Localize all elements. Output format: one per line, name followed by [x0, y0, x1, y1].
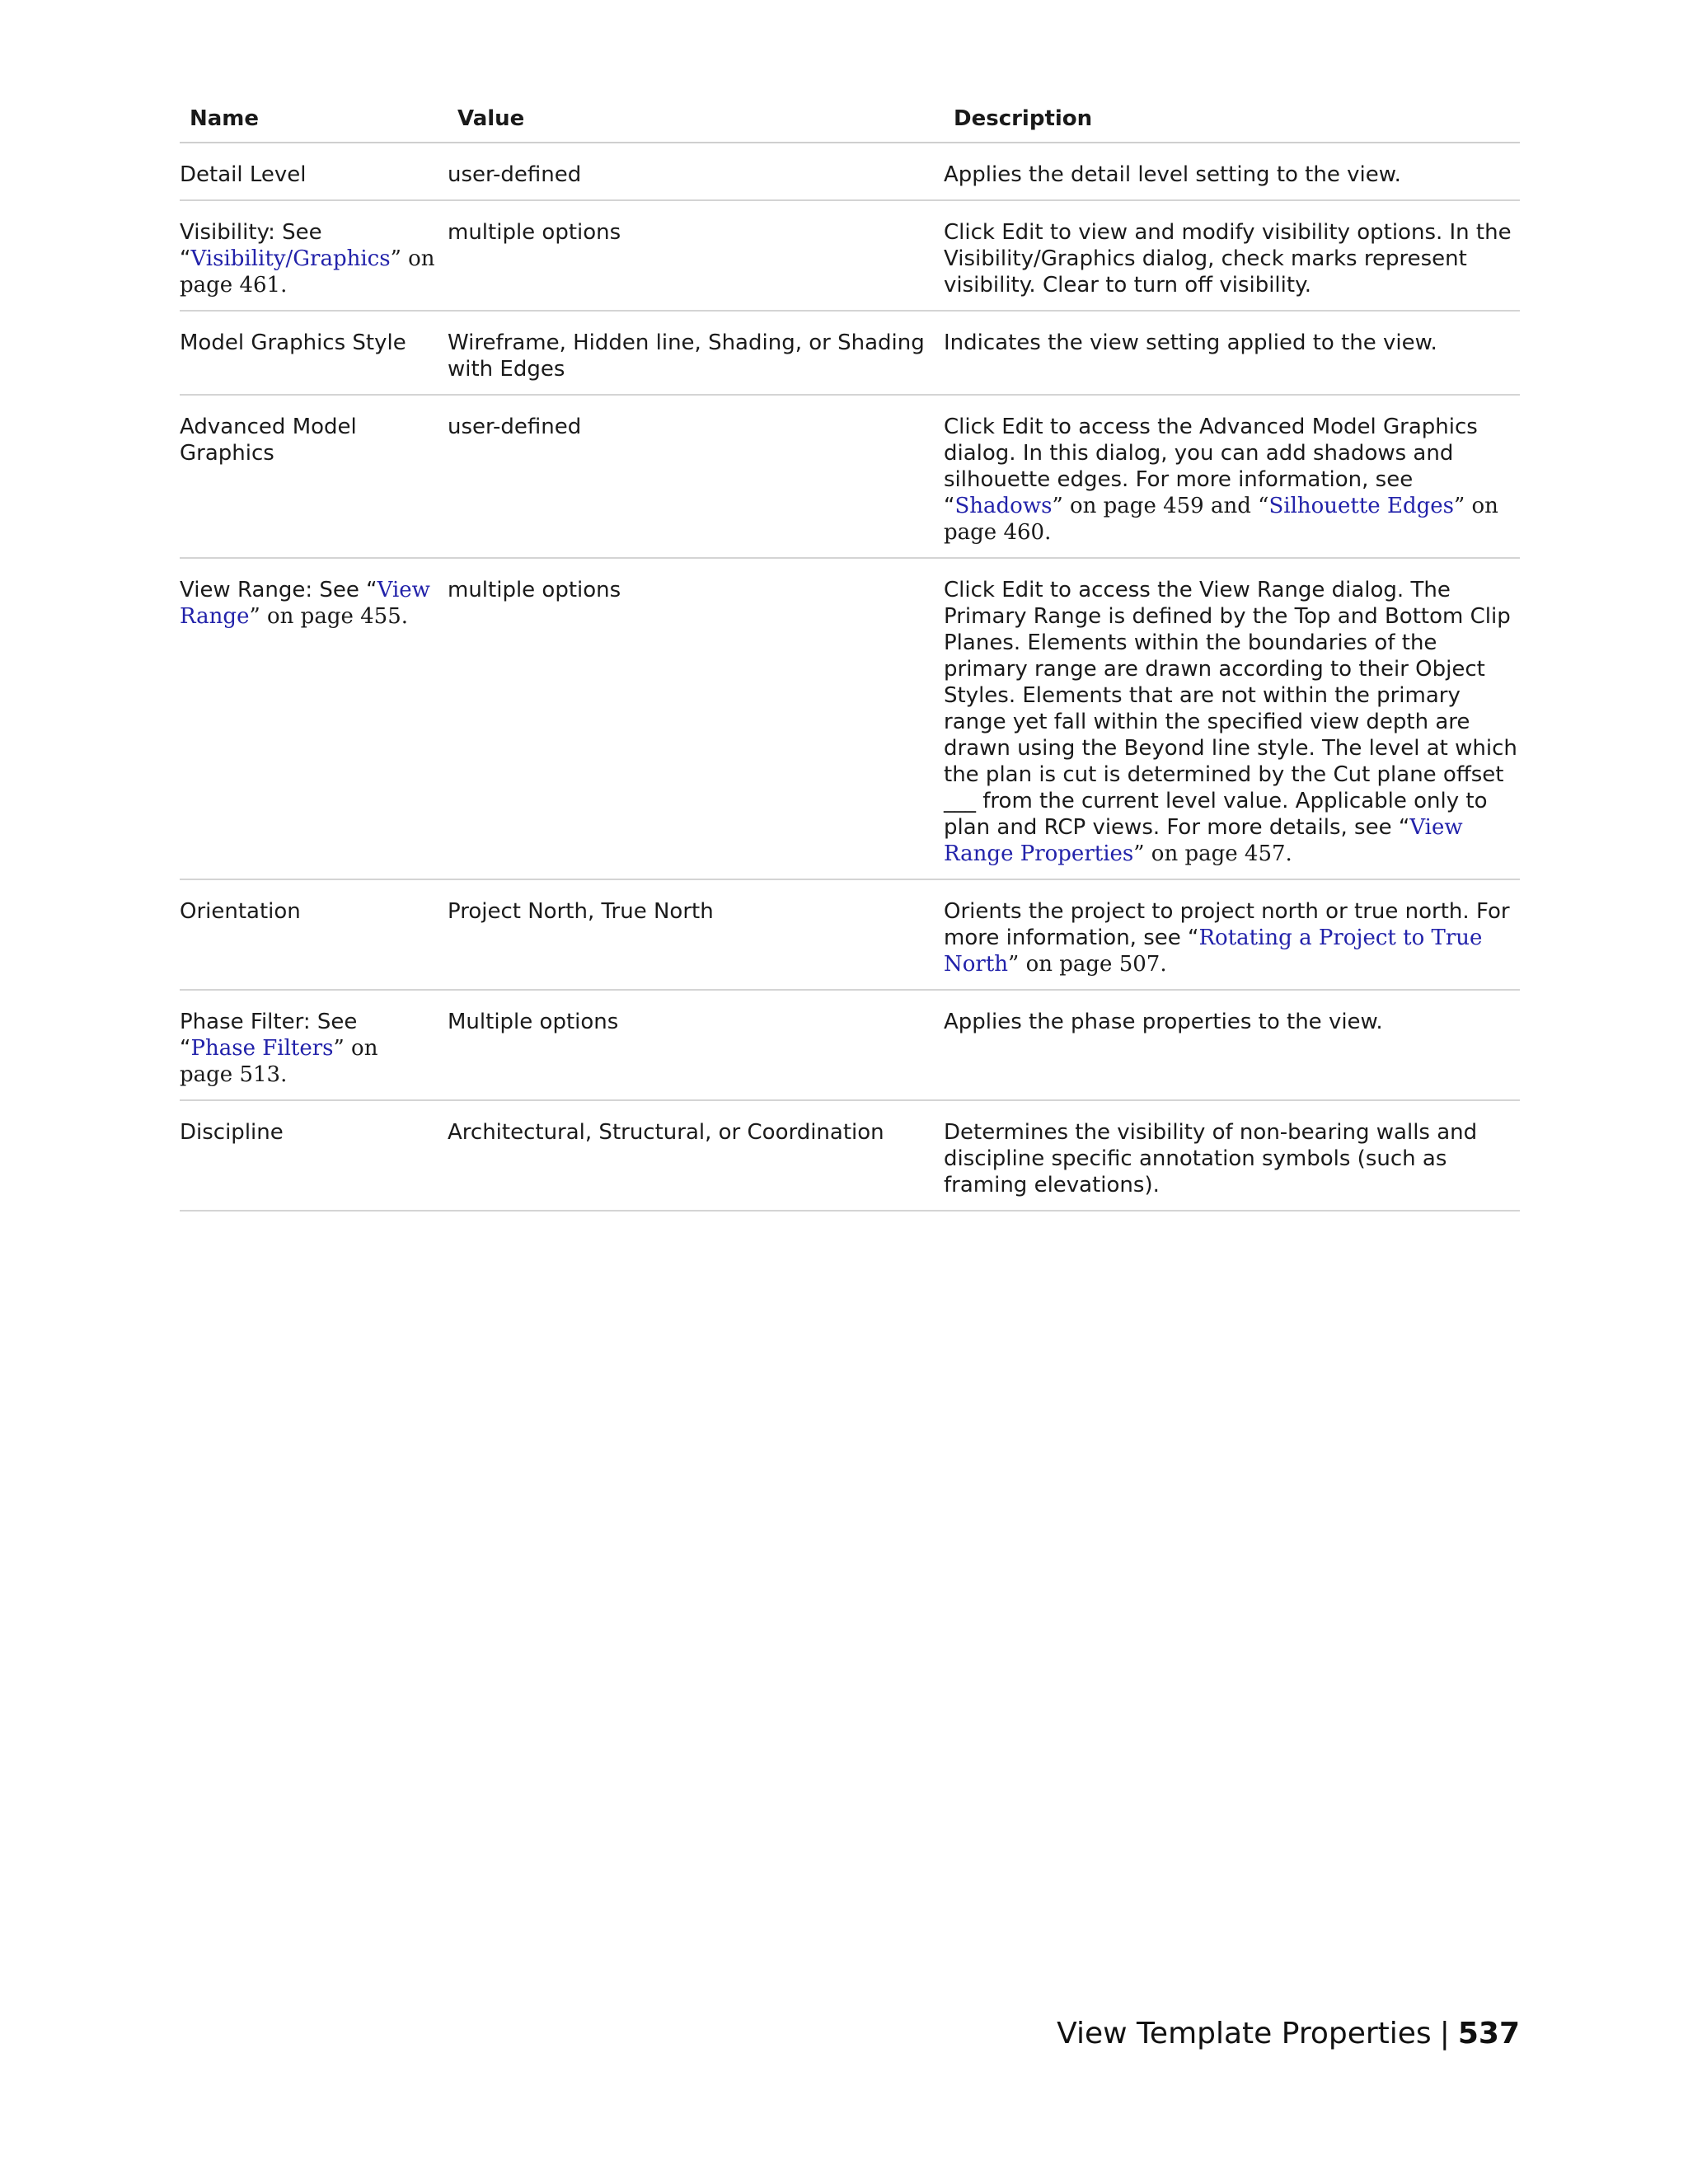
row-value: Architectural, Structural, or Coordination	[448, 1100, 944, 1211]
name-page-ref: ” on page 455.	[249, 604, 409, 629]
view-range-link[interactable]: View Range	[180, 578, 430, 629]
row-name: Model Graphics Style	[180, 311, 448, 395]
row-value: Wireframe, Hidden line, Shading, or Shading with Edges	[448, 311, 944, 395]
name-text: Phase Filter: See “	[180, 1010, 358, 1061]
page-number: 537	[1457, 2017, 1520, 2050]
row-description	[944, 395, 1520, 558]
name-text: View Range: See “	[180, 578, 377, 602]
row-name	[180, 200, 448, 311]
row-value: user-defined	[448, 395, 944, 558]
header-description: Description	[944, 97, 1520, 143]
row-name: Discipline	[180, 1100, 448, 1211]
visibility-graphics-link[interactable]: Visibility/Graphics	[190, 246, 391, 271]
footer-section-title: View Template Properties	[1057, 2017, 1432, 2050]
shadows-link[interactable]: Shadows	[954, 494, 1053, 518]
row-value: multiple options	[448, 200, 944, 311]
row-value: user-defined	[448, 143, 944, 200]
description-text: Click Edit to access the Advanced Model Graphics dialog. In this dialog, you can add shadows and silhouette edges. For more information, see “	[944, 415, 1478, 518]
row-description	[944, 879, 1520, 990]
table-row	[180, 143, 1520, 200]
row-description: Indicates the view setting applied to the view.	[944, 311, 1520, 395]
header-name: Name	[180, 97, 448, 143]
row-name: Orientation	[180, 879, 448, 990]
description-text: Orients the project to project north or true north. For more information, see “	[944, 899, 1510, 950]
table-row	[180, 879, 1520, 990]
name-text: Visibility: See “	[180, 220, 322, 271]
row-name: Advanced Model Graphics	[180, 395, 448, 558]
phase-filters-link[interactable]: Phase Filters	[190, 1036, 334, 1061]
view-template-properties-table	[180, 97, 1520, 1212]
row-description: Click Edit to view and modify visibility options. In the Visibility/Graphics dialog, check marks represent visibility. Clear to turn off visibility.	[944, 200, 1520, 311]
description-text: Click Edit to access the View Range dialog. The Primary Range is defined by the Top and Bottom Clip Planes. Elements within the boundaries of the primary range are drawn according to their Object Styles. Elements that are not within the primary range yet fall within the specified view depth are drawn using the Beyond line style. The level at which the plan is cut is determined by the Cut plane offset ___ from the current level value. Applicable only to plan and RCP views. For more details, see “	[944, 578, 1517, 840]
description-page-ref: ” on page 460.	[944, 494, 1498, 545]
row-name	[180, 990, 448, 1100]
name-page-ref: ” on page 461.	[180, 246, 435, 298]
footer-separator: |	[1439, 2017, 1450, 2050]
description-page-ref: ” on page 459 and “	[1052, 494, 1269, 518]
row-description: Applies the detail level setting to the view.	[944, 143, 1520, 200]
row-value: Project North, True North	[448, 879, 944, 990]
table-row	[180, 1100, 1520, 1211]
silhouette-edges-link[interactable]: Silhouette Edges	[1268, 494, 1454, 518]
row-description	[944, 558, 1520, 879]
table-header-row	[180, 97, 1520, 143]
table-row	[180, 558, 1520, 879]
rotating-project-true-north-link[interactable]: Rotating a Project to True North	[944, 926, 1483, 977]
table-row	[180, 311, 1520, 395]
table-row	[180, 395, 1520, 558]
row-name: Detail Level	[180, 143, 448, 200]
row-description: Applies the phase properties to the view.	[944, 990, 1520, 1100]
row-description: Determines the visibility of non-bearing walls and discipline specific annotation symbols (such as framing elevations).	[944, 1100, 1520, 1211]
description-page-ref: ” on page 507.	[1008, 952, 1167, 977]
table-row	[180, 200, 1520, 311]
description-page-ref: ” on page 457.	[1133, 841, 1292, 866]
header-value: Value	[448, 97, 944, 143]
row-name	[180, 558, 448, 879]
view-range-properties-link[interactable]: View Range Properties	[944, 815, 1463, 866]
row-value: Multiple options	[448, 990, 944, 1100]
row-value: multiple options	[448, 558, 944, 879]
page-footer	[1057, 2016, 1520, 2052]
name-page-ref: ” on page 513.	[180, 1036, 378, 1087]
table-row	[180, 990, 1520, 1100]
